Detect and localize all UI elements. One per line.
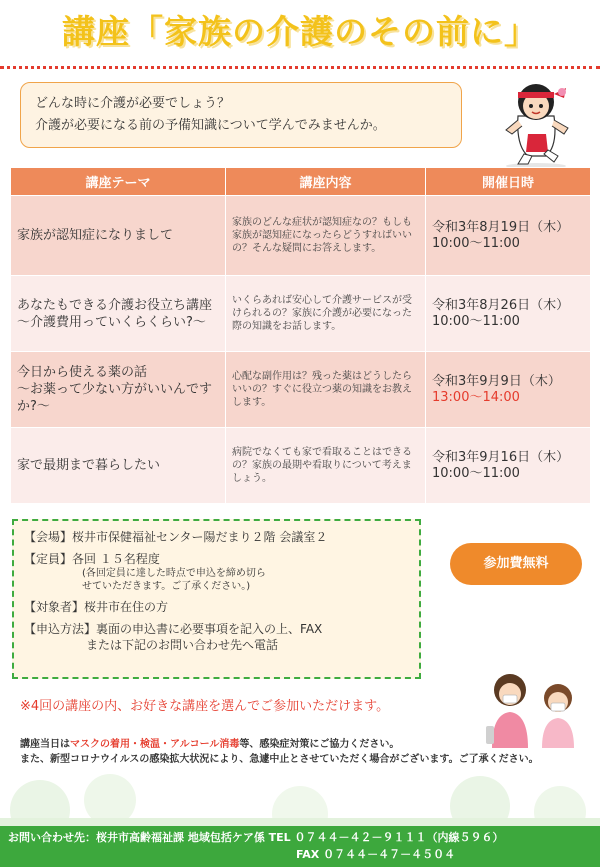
footer-fax: FAX ０７４４－４７－４５０４ (296, 848, 456, 861)
row-content: 病院でなくても家で看取ることはできるの？家族の最期や看取りについて考えましょう。 (226, 428, 426, 504)
header-date: 開催日時 (426, 168, 591, 196)
target-label: 【対象者】 (24, 600, 85, 614)
table-row (11, 352, 591, 428)
schedule-table (10, 167, 591, 504)
capacity-label: 【定員】 (24, 552, 73, 566)
date-text: 令和3年8月26日（木） (432, 297, 570, 313)
free-admission-badge: 参加費無料 (450, 543, 582, 585)
capacity-note-2: せていただきます。ご了承ください。) (82, 581, 251, 592)
apply-label: 【申込方法】 (24, 622, 97, 636)
row-content: 家族のどんな症状が認知症なの？もしも家族が認知症になったらどうすればいいの？そんな疑問にお答えします。 (226, 196, 426, 276)
date-text: 令和3年9月16日（木） (432, 449, 570, 465)
dotted-divider (0, 66, 600, 69)
intro-line-1: どんな時に介護が必要でしょう？ (35, 96, 231, 111)
row-theme (11, 276, 226, 352)
event-info-box (12, 519, 421, 679)
footer-contact: お問い合わせ先：桜井市高齢福祉課 地域包括ケア係 TEL ０７４４－４２－９１１１（内線５９６） (8, 831, 504, 844)
contact-footer (0, 826, 600, 867)
row-theme (11, 428, 226, 504)
row-date (426, 352, 591, 428)
time-text: 10:00～11:00 (432, 465, 520, 481)
row-date (426, 428, 591, 504)
table-header-row (11, 168, 591, 196)
theme-line: あなたもできる介護お役立ち講座 (17, 297, 213, 313)
tree-background-decoration (0, 770, 600, 830)
covid-line-1 (20, 737, 580, 752)
theme-line: 家族が認知症になりまして (17, 228, 174, 243)
selection-note: ※4回の講座の内、お好きな講座を選んでご参加いただけます。 (20, 699, 390, 714)
covid-post: 等、感染症対策にご協力ください。 (239, 739, 400, 750)
date-text: 令和3年8月19日（木） (432, 219, 570, 235)
covid-pre: 講座当日は (20, 739, 70, 750)
capacity-row (24, 551, 409, 593)
venue-label: 【会場】 (24, 530, 73, 544)
theme-subline: ～お薬って少ない方がいいんですか?～ (17, 382, 213, 414)
time-text: 10:00～11:00 (432, 235, 520, 251)
covid-highlight: マスクの着用・検温・アルコール消毒 (70, 739, 240, 750)
row-date (426, 196, 591, 276)
row-theme (11, 196, 226, 276)
row-theme (11, 352, 226, 428)
apply-value-2: または下記のお問い合わせ先へ電話 (86, 638, 279, 652)
date-text: 令和3年9月9日（木） (432, 373, 561, 389)
row-date (426, 276, 591, 352)
theme-line: 今日から使える薬の話 (17, 365, 148, 380)
intro-box (20, 82, 462, 148)
apply-row (24, 621, 409, 653)
row-content: いくらあれば安心して介護サービスが受けられるの？家族に介護が必要になった際の知識をお話します。 (226, 276, 426, 352)
theme-subline: ～介護費用っていくらくらい?～ (17, 314, 206, 330)
covid-notice (20, 737, 580, 767)
theme-line: 家で最期まで暮らしたい (17, 458, 161, 473)
venue-row (24, 529, 409, 545)
capacity-value: 各回 １５名程度 (72, 552, 160, 566)
venue-value: 桜井市保健福祉センター陽だまり２階 会議室２ (72, 530, 328, 544)
target-value: 桜井市在住の方 (84, 600, 169, 614)
page-title: 講座「家族の介護のその前に」 (62, 12, 538, 51)
header-content: 講座内容 (226, 168, 426, 196)
time-text-highlight: 13:00～14:00 (432, 389, 520, 405)
table-row (11, 428, 591, 504)
covid-line-2: また、新型コロナウイルスの感染拡大状況により、急遽中止とさせていただく場合がございます。ご了承ください。 (20, 754, 539, 765)
table-row (11, 196, 591, 276)
row-content: 心配な副作用は？残った薬はどうしたらいいの？すぐに役立つ薬の知識をお教えします。 (226, 352, 426, 428)
intro-line-2: 介護が必要になる前の予備知識について学んでみませんか。 (35, 118, 386, 133)
masked-people-illustration (478, 668, 588, 748)
apply-value-1: 裏面の申込書に必要事項を記入の上、FAX (96, 622, 323, 636)
target-row (24, 599, 409, 615)
time-text: 10:00～11:00 (432, 313, 520, 329)
capacity-note-1: (各回定員に達した時点で申込を締め切ら (82, 568, 266, 579)
table-row (11, 276, 591, 352)
mascot-runner-illustration (488, 76, 580, 170)
header-theme: 講座テーマ (11, 168, 226, 196)
